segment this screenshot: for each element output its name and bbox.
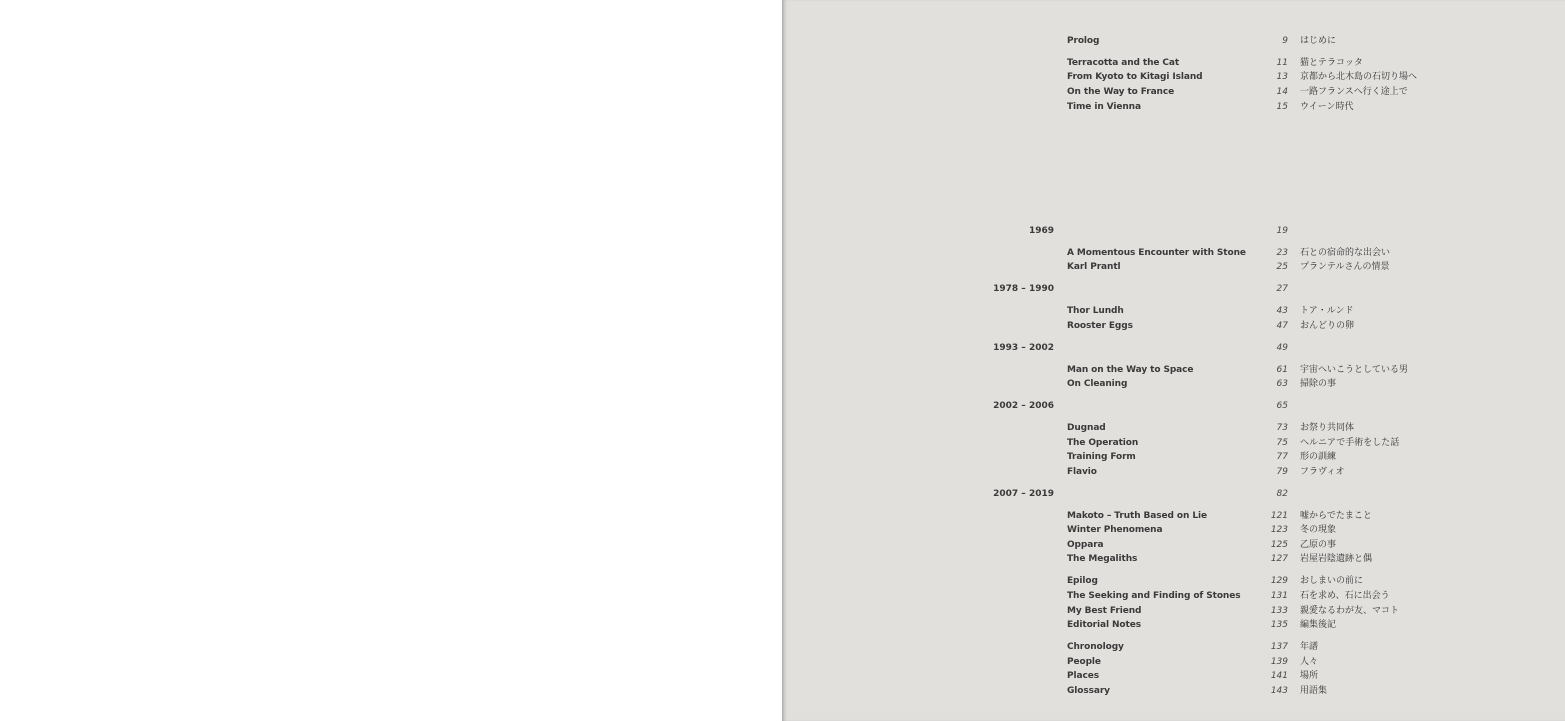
toc-japanese-title: おしまいの前に xyxy=(1300,576,1364,586)
toc-page-number: 63 xyxy=(1276,379,1288,389)
toc-japanese-title: 場所 xyxy=(1300,671,1319,681)
table-of-contents-page xyxy=(782,0,1565,721)
toc-entry[interactable] xyxy=(782,260,1565,274)
toc-title: Flavio xyxy=(1067,467,1097,477)
toc-japanese-title: ウイーン時代 xyxy=(1300,102,1354,112)
toc-period-years: 1993 – 2002 xyxy=(993,343,1054,353)
toc-title: The Operation xyxy=(1067,438,1139,448)
toc-entry[interactable] xyxy=(782,421,1565,435)
toc-japanese-title: おんどりの卵 xyxy=(1300,321,1355,331)
left-blank-page xyxy=(0,0,782,721)
toc-entry[interactable] xyxy=(782,552,1565,566)
toc-title: My Best Friend xyxy=(1067,606,1142,616)
toc-entry[interactable] xyxy=(782,509,1565,523)
toc-entry[interactable] xyxy=(782,640,1565,654)
toc-page-number: 11 xyxy=(1276,58,1288,68)
toc-page-number: 135 xyxy=(1270,620,1288,630)
toc-entry[interactable] xyxy=(782,85,1565,99)
toc-japanese-title: 京都から北木島の石切り場へ xyxy=(1300,72,1418,82)
toc-japanese-title: プランテルさんの情景 xyxy=(1300,262,1390,272)
toc-japanese-title: 猫とテラコッタ xyxy=(1300,58,1363,68)
toc-japanese-title: 年譜 xyxy=(1300,642,1319,652)
toc-entry[interactable] xyxy=(782,655,1565,669)
toc-entry[interactable] xyxy=(782,363,1565,377)
toc-japanese-title: 乙原の事 xyxy=(1300,540,1337,550)
toc-japanese-title: 石を求め、石に出会う xyxy=(1300,591,1390,601)
toc-entry[interactable] xyxy=(782,319,1565,333)
toc-period-years: 1969 xyxy=(1028,226,1054,236)
toc-entry[interactable] xyxy=(782,684,1565,698)
toc-period-entry[interactable] xyxy=(782,341,1565,355)
toc-title: Winter Phenomena xyxy=(1067,525,1163,535)
toc-page-number: 23 xyxy=(1276,248,1288,258)
toc-title: Training Form xyxy=(1067,452,1136,462)
toc-entry[interactable] xyxy=(782,450,1565,464)
toc-page-number: 121 xyxy=(1270,511,1288,521)
toc-entry[interactable] xyxy=(782,377,1565,391)
toc-japanese-title: 岩屋岩陰遺跡と偶 xyxy=(1300,554,1373,564)
toc-title: Oppara xyxy=(1067,540,1104,550)
toc-japanese-title: 宇宙へいこうとしている男 xyxy=(1300,365,1409,375)
toc-page-number: 25 xyxy=(1276,262,1288,272)
toc-japanese-title: フラヴィオ xyxy=(1300,467,1345,477)
toc-entry[interactable] xyxy=(782,465,1565,479)
toc-japanese-title: ヘルニアで手術をした話 xyxy=(1300,438,1400,448)
toc-title: On Cleaning xyxy=(1067,379,1128,389)
toc-japanese-title: 人々 xyxy=(1300,657,1319,667)
toc-title: Chronology xyxy=(1067,642,1124,652)
toc-title: Places xyxy=(1067,671,1099,681)
toc-page-number: 141 xyxy=(1270,671,1288,681)
toc-title: Epilog xyxy=(1067,576,1098,586)
toc-title: People xyxy=(1067,657,1101,667)
toc-page-number: 77 xyxy=(1276,452,1288,462)
toc-japanese-title: 嘘からでたまこと xyxy=(1300,511,1372,521)
toc-japanese-title: 親愛なるわが友、マコト xyxy=(1300,606,1400,616)
toc-japanese-title: 形の訓練 xyxy=(1300,452,1337,462)
toc-entry[interactable] xyxy=(782,34,1565,48)
toc-page-number: 133 xyxy=(1270,606,1288,616)
toc-title: On the Way to France xyxy=(1067,87,1175,97)
toc-period-years: 2002 – 2006 xyxy=(993,401,1054,411)
toc-page-number: 9 xyxy=(1282,36,1288,46)
toc-entry[interactable] xyxy=(782,436,1565,450)
toc-page-number: 123 xyxy=(1270,525,1288,535)
toc-page-number: 49 xyxy=(1276,343,1288,353)
toc-japanese-title: お祭り共同体 xyxy=(1300,423,1355,433)
toc-page-number: 73 xyxy=(1276,423,1288,433)
toc-entry[interactable] xyxy=(782,246,1565,260)
toc-entry[interactable] xyxy=(782,618,1565,632)
toc-entry[interactable] xyxy=(782,523,1565,537)
toc-title: Thor Lundh xyxy=(1067,306,1124,316)
toc-entry[interactable] xyxy=(782,56,1565,70)
toc-japanese-title: 冬の現象 xyxy=(1300,525,1337,535)
toc-title: Dugnad xyxy=(1067,423,1106,433)
toc-page-number: 27 xyxy=(1276,284,1288,294)
toc-page-number: 125 xyxy=(1270,540,1288,550)
toc-period-years: 1978 – 1990 xyxy=(993,284,1054,294)
toc-title: Prolog xyxy=(1067,36,1100,46)
toc-entry[interactable] xyxy=(782,100,1565,114)
toc-japanese-title: 用語集 xyxy=(1300,686,1328,696)
toc-period-entry[interactable] xyxy=(782,224,1565,238)
toc-page-number: 137 xyxy=(1270,642,1288,652)
toc-page-number: 14 xyxy=(1276,87,1288,97)
toc-page-number: 19 xyxy=(1276,226,1288,236)
toc-japanese-title: はじめに xyxy=(1300,36,1337,46)
toc-entry[interactable] xyxy=(782,589,1565,603)
toc-title: Makoto – Truth Based on Lie xyxy=(1067,511,1207,521)
toc-entry[interactable] xyxy=(782,669,1565,683)
toc-entry[interactable] xyxy=(782,574,1565,588)
toc-japanese-title: 石との宿命的な出会い xyxy=(1300,248,1391,258)
toc-title: The Megaliths xyxy=(1067,554,1138,564)
toc-title: Karl Prantl xyxy=(1067,262,1121,272)
toc-title: Time in Vienna xyxy=(1067,102,1141,112)
toc-japanese-title: 一路フランスへ行く途上で xyxy=(1300,87,1408,97)
toc-page-number: 61 xyxy=(1276,365,1288,375)
toc-page-number: 129 xyxy=(1270,576,1288,586)
toc-title: Man on the Way to Space xyxy=(1067,365,1194,375)
toc-entry[interactable] xyxy=(782,304,1565,318)
toc-page-number: 75 xyxy=(1276,438,1288,448)
toc-japanese-title: トア・ルンド xyxy=(1300,306,1354,316)
toc-period-years: 2007 – 2019 xyxy=(993,489,1054,499)
toc-page-number: 47 xyxy=(1276,321,1288,331)
toc-title: Glossary xyxy=(1067,686,1110,696)
toc-title: Editorial Notes xyxy=(1067,620,1141,630)
toc-title: Rooster Eggs xyxy=(1067,321,1133,331)
toc-entry[interactable] xyxy=(782,538,1565,552)
toc-page-number: 15 xyxy=(1276,102,1288,112)
toc-japanese-title: 掃除の事 xyxy=(1300,379,1337,389)
toc-page-number: 13 xyxy=(1276,72,1288,82)
toc-entry[interactable] xyxy=(782,70,1565,84)
toc-title: A Momentous Encounter with Stone xyxy=(1067,248,1246,258)
toc-title: The Seeking and Finding of Stones xyxy=(1067,591,1241,601)
toc-page-number: 127 xyxy=(1270,554,1288,564)
toc-japanese-title: 編集後記 xyxy=(1300,620,1337,630)
toc-page-number: 82 xyxy=(1276,489,1288,499)
toc-period-entry[interactable] xyxy=(782,282,1565,296)
toc-title: From Kyoto to Kitagi Island xyxy=(1067,72,1203,82)
toc-page-number: 43 xyxy=(1276,306,1288,316)
toc-page-number: 79 xyxy=(1276,467,1288,477)
toc-page-number: 139 xyxy=(1270,657,1288,667)
toc-entry[interactable] xyxy=(782,604,1565,618)
toc-period-entry[interactable] xyxy=(782,487,1565,501)
toc-title: Terracotta and the Cat xyxy=(1067,58,1180,68)
toc-page-number: 143 xyxy=(1270,686,1288,696)
toc-page-number: 131 xyxy=(1270,591,1288,601)
toc-period-entry[interactable] xyxy=(782,399,1565,413)
toc-page-number: 65 xyxy=(1276,401,1288,411)
